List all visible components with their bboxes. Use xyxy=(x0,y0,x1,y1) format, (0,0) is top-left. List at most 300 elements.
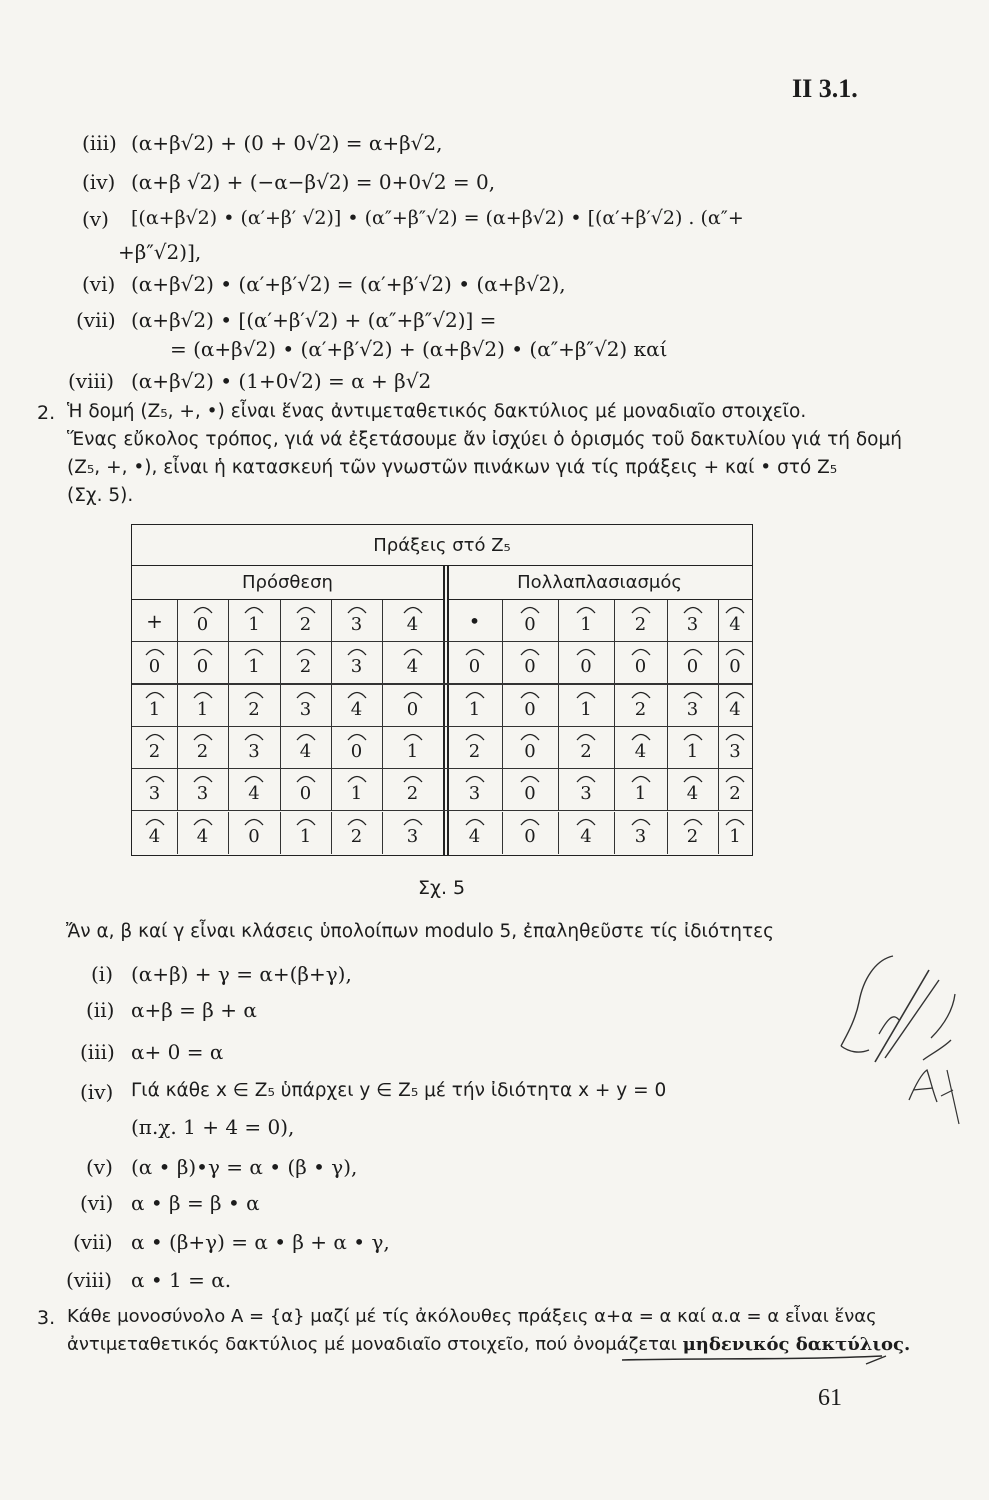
add-result-cell xyxy=(177,727,228,769)
hat-accent-icon xyxy=(724,646,746,656)
add-col-header-cell-value: 3 xyxy=(350,614,363,635)
mul-row-header-cell-value: 1 xyxy=(468,698,481,720)
mul-col-header-cell-value: 2 xyxy=(634,614,647,635)
equation-text-continued: = (α+β√2) • (α′+β′√2) + (α+β√2) • (α″+β″√2) καί xyxy=(170,337,668,361)
mul-result-cell xyxy=(502,769,558,811)
cell-divider xyxy=(614,812,615,854)
property-text: α • (β+γ) = α • β + α • γ, xyxy=(131,1230,390,1254)
hat-accent-icon xyxy=(724,689,746,699)
cell-divider xyxy=(558,769,559,811)
hat-accent-icon xyxy=(144,773,166,783)
mul-result-cell xyxy=(667,769,718,811)
hat-accent-icon xyxy=(519,689,541,699)
mul-operator-cell-value: • xyxy=(468,609,481,633)
add-result-cell-value: 0 xyxy=(196,656,209,678)
add-col-header-cell-value: 1 xyxy=(248,614,260,635)
add-row-header-cell-value: 4 xyxy=(148,825,161,847)
add-row-header-cell-value: 1 xyxy=(148,698,161,720)
add-row-header-cell xyxy=(132,685,177,727)
mul-col-header-cell xyxy=(667,600,718,642)
item-number: 2. xyxy=(37,402,56,424)
add-result-cell xyxy=(331,642,382,684)
hat-accent-icon xyxy=(192,604,214,614)
add-result-cell xyxy=(331,769,382,811)
property-label: (vi) xyxy=(80,1191,114,1215)
add-result-cell-value: 4 xyxy=(196,825,209,847)
hat-accent-icon xyxy=(630,773,652,783)
add-col-header-cell-value: 2 xyxy=(299,614,312,635)
add-operator-cell xyxy=(132,600,177,642)
cell-divider xyxy=(718,600,719,642)
paragraph-line: (Σχ. 5). xyxy=(67,485,134,506)
add-result-cell-value: 2 xyxy=(299,656,312,678)
mul-operator-cell xyxy=(447,600,502,642)
hat-accent-icon xyxy=(346,604,368,614)
hat-accent-icon xyxy=(192,731,214,741)
add-result-cell-value: 2 xyxy=(406,783,419,805)
property-label: (ii) xyxy=(86,998,115,1022)
equation-text-continued: +β″√2)], xyxy=(118,240,202,264)
add-result-cell xyxy=(382,685,443,727)
add-result-cell xyxy=(331,812,382,854)
hat-accent-icon xyxy=(575,816,597,826)
mul-col-header-cell-value: 1 xyxy=(580,614,592,635)
mul-result-cell-value: 2 xyxy=(634,698,647,720)
add-result-cell-value: 4 xyxy=(248,783,260,805)
hat-accent-icon xyxy=(630,646,652,656)
mul-result-cell xyxy=(614,812,667,854)
cell-divider xyxy=(382,600,383,642)
add-result-cell-value: 4 xyxy=(299,740,312,762)
paragraph-line: Ἕνας εὔκολος τρόπος, γιά νά ἐξετάσουμε ἄν ἰσχύει ὁ ὁρισμός τοῦ δακτυλίου γιά τή δομή xyxy=(67,429,902,450)
handwritten-mark xyxy=(835,950,965,1130)
hat-accent-icon xyxy=(192,816,214,826)
hat-accent-icon xyxy=(682,816,704,826)
mul-result-cell xyxy=(502,727,558,769)
cell-divider xyxy=(280,642,281,684)
hat-accent-icon xyxy=(575,689,597,699)
add-result-cell-value: 3 xyxy=(350,656,363,678)
paragraph-line: Ἡ δομή (Z₅, +, •) εἶναι ἕνας ἀντιμεταθετικός δακτύλιος μέ μοναδιαῖο στοιχεῖο. xyxy=(67,401,807,422)
hat-accent-icon xyxy=(243,816,265,826)
hat-accent-icon xyxy=(192,773,214,783)
add-col-header-cell xyxy=(228,600,280,642)
add-result-cell xyxy=(280,727,331,769)
add-result-cell-value: 2 xyxy=(196,740,209,762)
paragraph-line: (Z₅, +, •), εἶναι ἡ κατασκευή τῶν γνωστῶν πινάκων γιά τίς πράξεις + καί • στό Z₅ xyxy=(67,457,838,478)
hat-accent-icon xyxy=(295,604,317,614)
property-text: α+ 0 = α xyxy=(131,1040,224,1064)
hat-accent-icon xyxy=(295,731,317,741)
mul-result-cell xyxy=(667,642,718,684)
add-col-header-cell xyxy=(280,600,331,642)
mul-result-cell xyxy=(718,727,752,769)
operations-table xyxy=(131,524,753,856)
hat-accent-icon xyxy=(575,773,597,783)
property-label: (viii) xyxy=(66,1268,113,1292)
cell-divider xyxy=(228,600,229,642)
mul-result-cell xyxy=(718,685,752,727)
mul-row-header-cell xyxy=(447,812,502,854)
table-row xyxy=(132,769,752,811)
hat-accent-icon xyxy=(243,604,265,614)
mul-result-cell xyxy=(502,812,558,854)
cell-divider xyxy=(228,642,229,684)
hat-accent-icon xyxy=(575,731,597,741)
mul-result-cell xyxy=(718,642,752,684)
add-result-cell-value: 3 xyxy=(248,740,260,762)
mul-result-cell-value: 0 xyxy=(524,698,536,720)
add-row-header-cell xyxy=(132,769,177,811)
cell-divider xyxy=(177,769,178,811)
add-result-cell xyxy=(177,642,228,684)
mul-result-cell-value: 1 xyxy=(729,825,741,847)
mul-result-cell-value: 0 xyxy=(686,656,699,678)
item-number: 3. xyxy=(37,1307,56,1329)
hat-accent-icon xyxy=(144,689,166,699)
mul-result-cell-value: 2 xyxy=(686,825,699,847)
add-result-cell-value: 1 xyxy=(196,698,209,720)
cell-divider xyxy=(667,600,668,642)
mul-result-cell-value: 1 xyxy=(686,740,699,762)
mul-result-cell-value: 3 xyxy=(686,698,699,720)
mul-result-cell xyxy=(614,642,667,684)
mul-result-cell xyxy=(667,812,718,854)
hat-accent-icon xyxy=(144,816,166,826)
cell-divider xyxy=(502,685,503,727)
cell-divider xyxy=(331,685,332,727)
mul-result-cell-value: 4 xyxy=(580,825,592,847)
hat-accent-icon xyxy=(519,816,541,826)
hat-accent-icon xyxy=(402,731,424,741)
add-result-cell-value: 0 xyxy=(299,783,312,805)
add-result-cell xyxy=(280,685,331,727)
add-result-cell-value: 1 xyxy=(350,783,363,805)
add-result-cell xyxy=(177,685,228,727)
mul-result-cell-value: 0 xyxy=(524,783,536,805)
property-text-continued: (π.χ. 1 + 4 = 0), xyxy=(131,1115,295,1139)
add-result-cell xyxy=(382,812,443,854)
add-row-header-cell xyxy=(132,727,177,769)
table-row xyxy=(132,685,752,727)
add-result-cell xyxy=(382,727,443,769)
property-text: α • 1 = α. xyxy=(131,1268,232,1292)
cell-divider xyxy=(667,685,668,727)
add-col-header-cell xyxy=(382,600,443,642)
add-row-header-cell-value: 3 xyxy=(148,783,161,805)
cell-divider xyxy=(228,812,229,854)
table-row xyxy=(132,727,752,769)
hat-accent-icon xyxy=(144,731,166,741)
equation-label: (vi) xyxy=(82,272,116,296)
mul-result-cell-value: 0 xyxy=(524,740,536,762)
add-result-cell xyxy=(331,685,382,727)
hat-accent-icon xyxy=(464,773,486,783)
mul-result-cell xyxy=(558,642,614,684)
mul-col-header-cell-value: 4 xyxy=(729,614,741,635)
hat-accent-icon xyxy=(295,773,317,783)
hat-accent-icon xyxy=(346,816,368,826)
mul-result-cell xyxy=(667,685,718,727)
equation-text: [(α+β√2) • (α′+β′ √2)] • (α″+β″√2) = (α+β√2) • [(α′+β′√2) . (α″+ xyxy=(131,207,744,229)
add-result-cell xyxy=(228,685,280,727)
cell-divider xyxy=(177,812,178,854)
cell-divider xyxy=(667,642,668,684)
mul-result-cell-value: 0 xyxy=(524,825,536,847)
add-result-cell-value: 1 xyxy=(248,656,260,678)
hat-accent-icon xyxy=(682,646,704,656)
hat-accent-icon xyxy=(243,689,265,699)
add-result-cell-value: 2 xyxy=(248,698,260,720)
add-result-cell-value: 4 xyxy=(350,698,363,720)
cell-divider xyxy=(614,727,615,769)
mul-row-header-cell-value: 3 xyxy=(468,783,481,805)
cell-divider xyxy=(558,685,559,727)
mul-result-cell-value: 3 xyxy=(634,825,647,847)
cell-divider xyxy=(718,812,719,854)
mul-col-header-cell xyxy=(502,600,558,642)
hat-accent-icon xyxy=(519,646,541,656)
mul-result-cell xyxy=(558,727,614,769)
cell-divider xyxy=(718,642,719,684)
property-text: (α+β) + γ = α+(β+γ), xyxy=(131,962,352,986)
cell-divider xyxy=(280,600,281,642)
add-result-cell xyxy=(331,727,382,769)
mul-row-header-cell xyxy=(447,727,502,769)
hat-accent-icon xyxy=(192,689,214,699)
cell-divider xyxy=(331,642,332,684)
hat-accent-icon xyxy=(575,646,597,656)
hat-accent-icon xyxy=(144,646,166,656)
equation-text: (α+β √2) + (−α−β√2) = 0+0√2 = 0, xyxy=(131,170,496,194)
cell-divider xyxy=(614,685,615,727)
add-result-cell xyxy=(280,812,331,854)
add-row-header-cell xyxy=(132,812,177,854)
property-text: (α • β)•γ = α • (β • γ), xyxy=(131,1155,358,1179)
equation-label: (v) xyxy=(82,207,109,231)
add-result-cell xyxy=(280,642,331,684)
mul-result-cell xyxy=(558,769,614,811)
paragraph-text: ἀντιμεταθετικός δακτύλιος μέ μοναδιαῖο στοιχεῖο, πού ὀνομάζεται xyxy=(67,1334,683,1355)
mul-row-header-cell xyxy=(447,642,502,684)
table-row xyxy=(132,642,752,684)
hat-accent-icon xyxy=(575,604,597,614)
add-col-header-cell-value: 4 xyxy=(406,614,419,635)
hat-accent-icon xyxy=(519,773,541,783)
add-result-cell xyxy=(228,727,280,769)
mul-result-cell xyxy=(718,812,752,854)
cell-divider xyxy=(502,727,503,769)
add-result-cell-value: 0 xyxy=(406,698,419,720)
cell-divider xyxy=(382,727,383,769)
add-result-cell xyxy=(382,642,443,684)
add-row-header-cell-value: 0 xyxy=(148,656,161,678)
cell-divider xyxy=(502,642,503,684)
hat-accent-icon xyxy=(402,773,424,783)
cell-divider xyxy=(718,685,719,727)
hat-accent-icon xyxy=(243,646,265,656)
add-result-cell-value: 2 xyxy=(350,825,363,847)
cell-divider xyxy=(558,812,559,854)
mul-result-cell xyxy=(718,769,752,811)
cell-divider xyxy=(718,727,719,769)
cell-divider xyxy=(177,642,178,684)
add-result-cell xyxy=(382,769,443,811)
section-reference: II 3.1. xyxy=(792,74,858,103)
mul-col-header-cell xyxy=(718,600,752,642)
paragraph-line: Κάθε μονοσύνολο A = {α} μαζί μέ τίς ἀκόλουθες πράξεις α+α = α καί α.α = α εἶναι ἕνας xyxy=(67,1306,877,1327)
cell-divider xyxy=(502,812,503,854)
hat-accent-icon xyxy=(682,773,704,783)
property-label: (i) xyxy=(91,962,114,986)
add-result-cell xyxy=(228,769,280,811)
mul-result-cell xyxy=(502,642,558,684)
mul-result-cell-value: 3 xyxy=(729,740,741,762)
mul-result-cell-value: 0 xyxy=(524,656,536,678)
hat-accent-icon xyxy=(346,689,368,699)
equation-label: (vii) xyxy=(76,308,116,332)
hat-accent-icon xyxy=(724,731,746,741)
add-col-header-cell xyxy=(177,600,228,642)
hat-accent-icon xyxy=(724,816,746,826)
cell-divider xyxy=(280,685,281,727)
cell-divider xyxy=(228,769,229,811)
equation-label: (iii) xyxy=(82,131,117,155)
hat-accent-icon xyxy=(402,689,424,699)
mul-row-header-cell-value: 2 xyxy=(468,740,481,762)
hat-accent-icon xyxy=(464,731,486,741)
add-row-header-cell-value: 2 xyxy=(148,740,161,762)
hat-accent-icon xyxy=(295,689,317,699)
mul-result-cell xyxy=(558,685,614,727)
table-header-row xyxy=(132,600,752,642)
add-result-cell xyxy=(177,769,228,811)
add-col-header-cell xyxy=(331,600,382,642)
add-result-cell xyxy=(228,812,280,854)
cell-divider xyxy=(614,600,615,642)
mul-result-cell-value: 0 xyxy=(634,656,647,678)
mul-row-header-cell-value: 0 xyxy=(468,656,481,678)
equation-label: (iv) xyxy=(82,170,116,194)
cell-divider xyxy=(280,727,281,769)
mul-result-cell-value: 1 xyxy=(580,698,592,720)
cell-divider xyxy=(502,769,503,811)
property-label: (iv) xyxy=(80,1080,114,1104)
hat-accent-icon xyxy=(346,731,368,741)
add-col-header-cell-value: 0 xyxy=(196,614,209,635)
cell-divider xyxy=(177,600,178,642)
add-operator-cell-value: + xyxy=(146,609,163,633)
add-result-cell xyxy=(177,812,228,854)
mul-result-cell xyxy=(614,727,667,769)
cell-divider xyxy=(280,812,281,854)
term-zero-ring: μηδενικός δακτύλιος. xyxy=(682,1334,911,1355)
hat-accent-icon xyxy=(630,689,652,699)
hat-accent-icon xyxy=(402,646,424,656)
add-result-cell-value: 0 xyxy=(350,740,363,762)
hat-accent-icon xyxy=(192,646,214,656)
mul-result-cell-value: 1 xyxy=(634,783,647,805)
cell-divider xyxy=(228,685,229,727)
add-result-cell xyxy=(280,769,331,811)
equation-label: (viii) xyxy=(68,369,115,393)
hat-accent-icon xyxy=(630,731,652,741)
mul-result-cell-value: 3 xyxy=(580,783,592,805)
cell-divider xyxy=(382,769,383,811)
cell-divider xyxy=(331,727,332,769)
hat-accent-icon xyxy=(295,816,317,826)
property-label: (iii) xyxy=(80,1040,115,1064)
hat-accent-icon xyxy=(295,646,317,656)
cell-divider xyxy=(614,769,615,811)
cell-divider xyxy=(331,600,332,642)
mul-result-cell-value: 0 xyxy=(580,656,592,678)
add-result-cell-value: 3 xyxy=(406,825,419,847)
property-text: α+β = β + α xyxy=(131,998,257,1022)
cell-divider xyxy=(382,642,383,684)
cell-divider xyxy=(331,812,332,854)
cell-divider xyxy=(614,642,615,684)
mul-result-cell xyxy=(614,685,667,727)
hat-accent-icon xyxy=(630,604,652,614)
property-text: Γιά κάθε x ∈ Z₅ ὑπάρχει y ∈ Z₅ μέ τήν ἰδιότητα x + y = 0 xyxy=(131,1080,667,1101)
handwritten-underline xyxy=(620,1352,890,1370)
cell-divider xyxy=(280,769,281,811)
mul-result-cell-value: 4 xyxy=(686,783,699,805)
mul-result-cell-value: 4 xyxy=(729,698,741,720)
table-row xyxy=(132,812,752,854)
cell-divider xyxy=(331,769,332,811)
mul-result-cell xyxy=(502,685,558,727)
cell-divider xyxy=(558,642,559,684)
cell-divider xyxy=(558,727,559,769)
cell-divider xyxy=(667,812,668,854)
add-result-cell-value: 3 xyxy=(299,698,312,720)
mul-result-cell xyxy=(558,812,614,854)
hat-accent-icon xyxy=(464,689,486,699)
mul-col-header-cell-value: 3 xyxy=(686,614,699,635)
page-number: 61 xyxy=(818,1385,842,1411)
mul-result-cell-value: 2 xyxy=(580,740,592,762)
cell-divider xyxy=(177,685,178,727)
table-title: Πράξεις στό Z₅ xyxy=(132,525,752,566)
equation-text: (α+β√2) • (1+0√2) = α + β√2 xyxy=(131,369,432,393)
mul-result-cell-value: 4 xyxy=(634,740,647,762)
equation-text: (α+β√2) • [(α′+β′√2) + (α″+β″√2)] = xyxy=(131,308,497,332)
hat-accent-icon xyxy=(724,604,746,614)
hat-accent-icon xyxy=(724,773,746,783)
hat-accent-icon xyxy=(682,731,704,741)
cell-divider xyxy=(502,600,503,642)
cell-divider xyxy=(558,600,559,642)
cell-divider xyxy=(667,769,668,811)
hat-accent-icon xyxy=(243,731,265,741)
hat-accent-icon xyxy=(519,731,541,741)
property-text: α • β = β • α xyxy=(131,1191,260,1215)
mul-col-header-cell xyxy=(558,600,614,642)
hat-accent-icon xyxy=(682,604,704,614)
add-result-cell-value: 1 xyxy=(299,825,312,847)
cell-divider xyxy=(228,727,229,769)
hat-accent-icon xyxy=(243,773,265,783)
add-row-header-cell xyxy=(132,642,177,684)
mul-row-header-cell-value: 4 xyxy=(468,825,481,847)
hat-accent-icon xyxy=(464,816,486,826)
property-label: (vii) xyxy=(73,1230,113,1254)
cell-divider xyxy=(382,812,383,854)
mul-result-cell-value: 0 xyxy=(729,656,741,678)
mul-result-cell xyxy=(614,769,667,811)
